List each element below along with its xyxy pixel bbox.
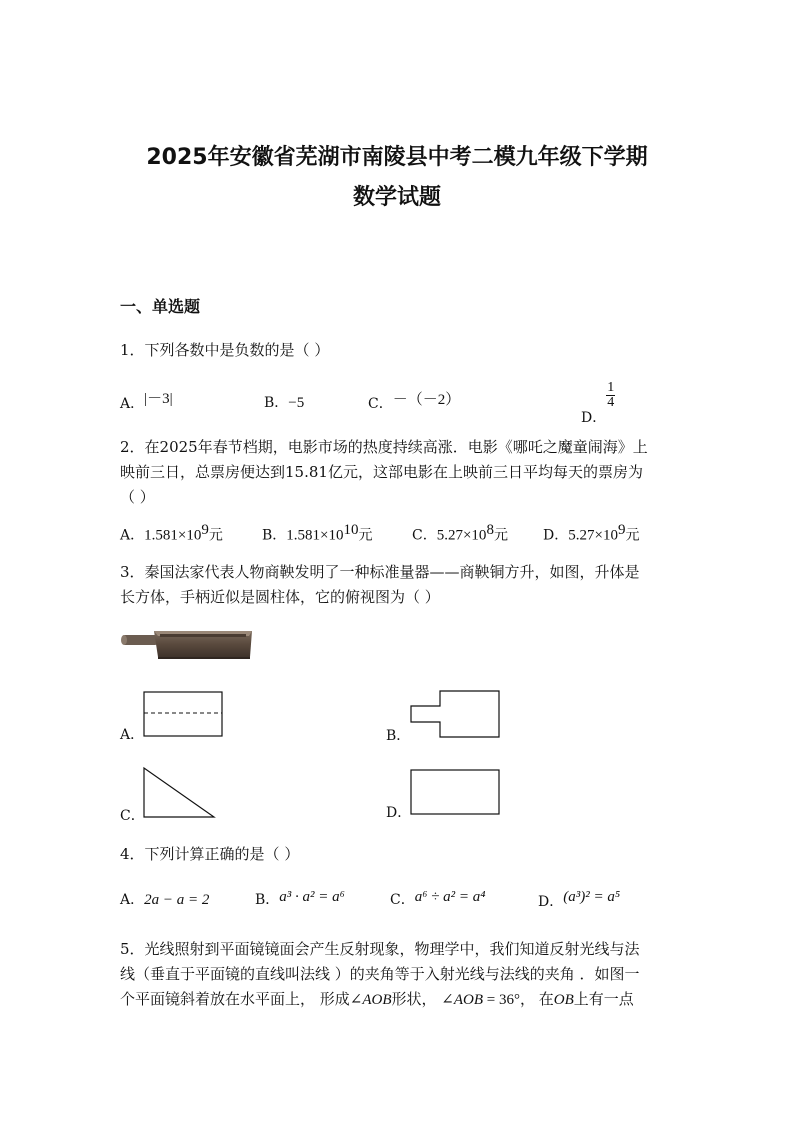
page-subtitle: 数学试题	[352, 185, 441, 210]
option-exponent: 8	[486, 522, 494, 538]
option-value: －（－2）	[392, 392, 461, 408]
option-unit: 元	[358, 527, 373, 544]
option-value: |－3|	[144, 391, 173, 407]
numerator: 1	[607, 380, 615, 395]
option-label: D．	[543, 527, 569, 544]
option-exponent: 9	[617, 522, 626, 538]
math-var: AOB	[453, 992, 484, 1008]
option-label: A．	[120, 892, 145, 908]
question-5-stem-line3	[120, 986, 634, 1013]
option-base: 5.27×10	[436, 527, 487, 544]
option-label: A．	[120, 527, 145, 544]
q2-option-a	[120, 522, 223, 545]
option-label: B．	[264, 395, 289, 411]
page-title: 2025年安徽省芜湖市南陵县中考二模九年级下学期	[146, 145, 648, 170]
q4-option-b	[255, 889, 345, 909]
question-5-stem-line2: 线（垂直于平面镜的直线叫法线 ）的夹角等于入射光线与法线的夹角 ．如图一	[120, 965, 640, 983]
q3-option-b-label: B．	[386, 728, 411, 744]
option-label: B．	[262, 527, 287, 544]
q2-option-c	[412, 522, 508, 545]
option-label: C．	[368, 396, 393, 412]
q1-option-a	[120, 392, 173, 413]
text-run: = 36°， 在	[483, 992, 554, 1008]
option-label: C．	[390, 892, 415, 908]
question-1-stem: 1．下列各数中是负数的是（ ）	[120, 341, 330, 359]
q4-option-c	[390, 889, 486, 909]
option-unit: 元	[493, 527, 508, 544]
option-label: C．	[412, 527, 437, 544]
q4-option-d	[538, 891, 620, 911]
option-expression: a³ · a² = a⁶	[279, 889, 345, 905]
question-3-stem-line1: 3．秦国法家代表人物商鞅发明了一种标准量器——商鞅铜方升，如图，升体是	[120, 563, 640, 581]
option-label: D．	[538, 894, 564, 910]
q3-option-d-figure	[410, 769, 502, 817]
question-2-stem-line3: （ ）	[120, 488, 155, 506]
option-label: D．	[581, 410, 607, 426]
denominator: 4	[607, 395, 615, 410]
question-3-stem-line2: 长方体，手柄近似是圆柱体，它的俯视图为（ ）	[120, 588, 440, 606]
question-2-stem-line2: 映前三日，总票房便达到15.81亿元，这部电影在上映前三日平均每天的票房为	[120, 463, 643, 481]
option-expression: (a³)² = a⁵	[563, 889, 621, 905]
text-run: 形状， ∠	[391, 990, 454, 1008]
option-expression: a⁶ ÷ a² = a⁴	[414, 889, 486, 905]
math-var: AOB	[362, 992, 392, 1008]
option-exponent: 10	[343, 522, 359, 538]
option-exponent: 9	[201, 522, 209, 538]
option-base: 1.581×10	[144, 527, 202, 544]
q3-option-d-label: D．	[386, 805, 412, 821]
option-base: 1.581×10	[286, 527, 344, 544]
section-heading: 一、单选题	[120, 297, 201, 316]
q2-option-b	[262, 522, 373, 545]
q3-option-c-label: C．	[120, 808, 145, 824]
q1-option-d	[581, 380, 615, 426]
q3-option-a-label: A．	[120, 727, 145, 743]
question-4-stem: 4．下列计算正确的是（ ）	[120, 845, 300, 863]
question-5-stem-line1: 5．光线照射到平面镜镜面会产生反射现象，物理学中，我们知道反射光线与法	[120, 940, 640, 958]
q4-option-a	[120, 889, 209, 909]
option-base: 5.27×10	[568, 527, 618, 544]
text-run: 个平面镜斜着放在水平面上， 形成∠	[120, 990, 363, 1008]
q1-option-b	[264, 392, 304, 412]
q3-option-a-figure	[143, 691, 225, 739]
q3-option-b-figure	[410, 690, 502, 740]
option-expression: 2a − a = 2	[144, 892, 210, 908]
option-label: A．	[120, 396, 145, 412]
fraction	[606, 381, 615, 410]
option-value: −5	[288, 395, 305, 411]
text-run: 上有一点	[573, 990, 634, 1008]
math-var: OB	[553, 992, 574, 1008]
q3-option-c-figure	[142, 766, 218, 820]
question-2-stem-line1: 2．在2025年春节档期，电影市场的热度持续高涨．电影《哪吒之魔童闹海》上	[120, 438, 648, 456]
option-unit: 元	[625, 527, 640, 544]
option-unit: 元	[208, 527, 223, 544]
bronze-vessel-image	[120, 625, 254, 661]
q2-option-d	[543, 522, 639, 545]
q1-option-c	[368, 392, 460, 413]
option-label: B．	[255, 892, 280, 908]
